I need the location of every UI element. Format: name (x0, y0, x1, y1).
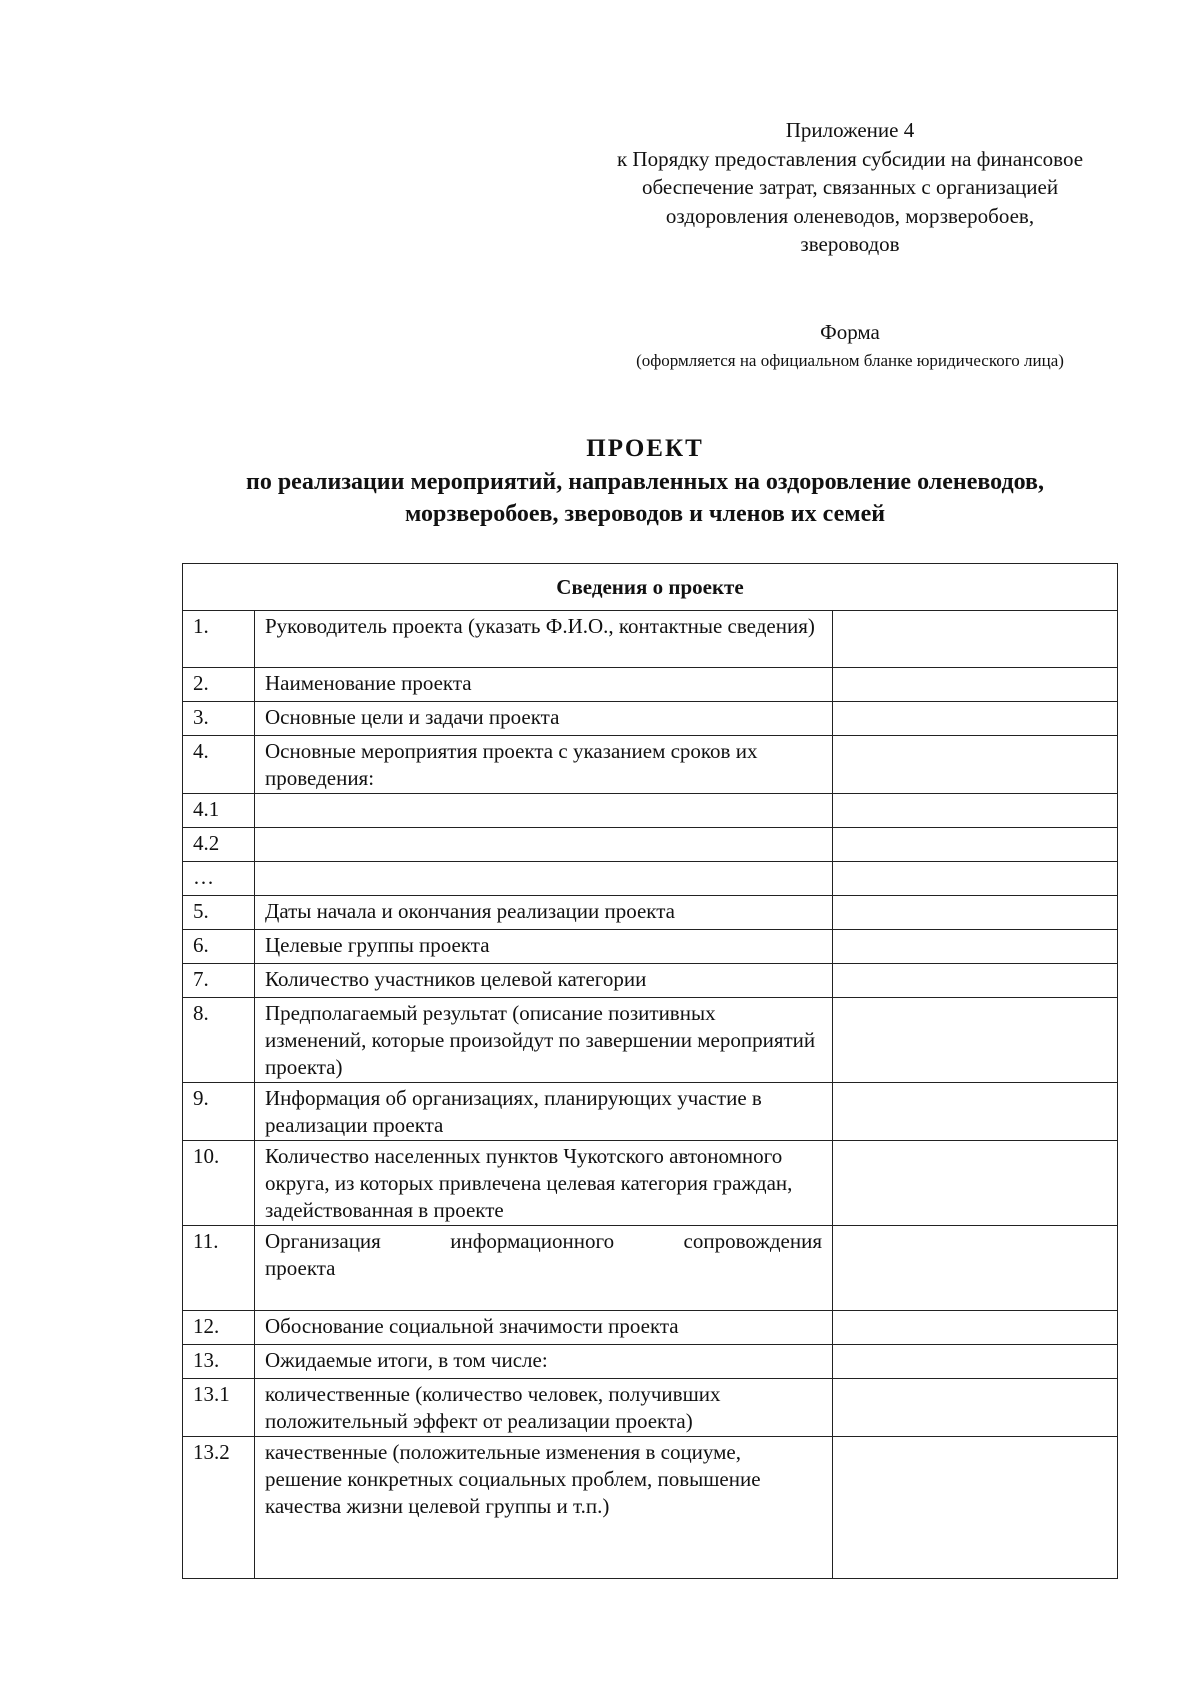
row-number: 5. (183, 896, 255, 930)
row-number: 12. (183, 1311, 255, 1345)
row-number: … (183, 862, 255, 896)
table-header-row (183, 564, 1118, 611)
row-description: качественные (положительные изменения в социуме, решение конкретных социальных проблем, повышение качества жизни целевой группы и т.п.) (255, 1437, 833, 1579)
row-description: Количество населенных пунктов Чукотского автономного округа, из которых привлечена целевая категория граждан, задействованная в проекте (255, 1141, 833, 1226)
appendix-line: Приложение 4 (785, 118, 915, 142)
table-row (183, 1141, 1118, 1226)
table-row (183, 964, 1118, 998)
table-row (183, 736, 1118, 794)
row-number: 1. (183, 611, 255, 668)
row-description: Наименование проекта (255, 668, 833, 702)
row-number: 10. (183, 1141, 255, 1226)
row-number: 4. (183, 736, 255, 794)
row-value-cell[interactable] (833, 896, 1118, 930)
row-number: 13.2 (183, 1437, 255, 1579)
table-row (183, 998, 1118, 1083)
table-row (183, 1311, 1118, 1345)
row-description[interactable] (255, 828, 833, 862)
row-description: Основные цели и задачи проекта (255, 702, 833, 736)
row-value-cell[interactable] (833, 668, 1118, 702)
table-row (183, 930, 1118, 964)
row-number: 3. (183, 702, 255, 736)
table-row (183, 1379, 1118, 1437)
row-value-cell[interactable] (833, 1226, 1118, 1311)
table-row (183, 1437, 1118, 1579)
row-description: Ожидаемые итоги, в том числе: (255, 1345, 833, 1379)
row-value-cell[interactable] (833, 862, 1118, 896)
row-value-cell[interactable] (833, 964, 1118, 998)
row-number: 7. (183, 964, 255, 998)
row-value-cell[interactable] (833, 1437, 1118, 1579)
row-value-cell[interactable] (833, 998, 1118, 1083)
appendix-line: обеспечение затрат, связанных с организацией (641, 175, 1059, 199)
table-row (183, 702, 1118, 736)
table-row (183, 668, 1118, 702)
table-row (183, 1226, 1118, 1311)
table-row (183, 862, 1118, 896)
document-subtitle-line: морзверобоев, звероводов и членов их семей (404, 501, 886, 527)
appendix-line: оздоровления оленеводов, морзверобоев, (665, 203, 1035, 228)
row-description (255, 1226, 833, 1311)
table-row (183, 828, 1118, 862)
row-description: Обоснование социальной значимости проекта (255, 1311, 833, 1345)
document-heading (100, 432, 1190, 530)
table-row (183, 1083, 1118, 1141)
row-number: 13. (183, 1345, 255, 1379)
row-number: 4.1 (183, 794, 255, 828)
table-row (183, 1345, 1118, 1379)
form-title: Форма (820, 320, 880, 344)
row-value-cell[interactable] (833, 1083, 1118, 1141)
row-value-cell[interactable] (833, 930, 1118, 964)
row-description: Основные мероприятия проекта с указанием сроков их проведения: (255, 736, 833, 794)
document-subtitle-line: по реализации мероприятий, направленных на оздоровление оленеводов, (246, 469, 1044, 495)
row-description-line: Организация информационного сопровождения (265, 1229, 822, 1253)
appendix-line: звероводов (800, 232, 900, 256)
row-value-cell[interactable] (833, 828, 1118, 862)
row-number: 11. (183, 1226, 255, 1311)
row-description: Целевые группы проекта (255, 930, 833, 964)
row-description: Количество участников целевой категории (255, 964, 833, 998)
row-number: 8. (183, 998, 255, 1083)
table-row (183, 896, 1118, 930)
row-value-cell[interactable] (833, 702, 1118, 736)
row-description: Даты начала и окончания реализации проекта (255, 896, 833, 930)
appendix-header (560, 116, 1140, 259)
table-header: Сведения о проекте (183, 564, 1118, 611)
form-label-block (560, 318, 1140, 372)
row-description: количественные (количество человек, получивших положительный эффект от реализации проекта) (255, 1379, 833, 1437)
appendix-line: к Порядку предоставления субсидии на финансовое (616, 146, 1084, 171)
form-note: (оформляется на официальном бланке юридического лица) (636, 351, 1064, 370)
row-number: 13.1 (183, 1379, 255, 1437)
row-description: Руководитель проекта (указать Ф.И.О., контактные сведения) (255, 611, 833, 668)
row-number: 4.2 (183, 828, 255, 862)
row-description: Предполагаемый результат (описание позитивных изменений, которые произойдут по завершении мероприятий проекта) (255, 998, 833, 1083)
row-number: 2. (183, 668, 255, 702)
row-description[interactable] (255, 862, 833, 896)
row-description-line: проекта (265, 1256, 336, 1280)
row-number: 9. (183, 1083, 255, 1141)
table-row (183, 794, 1118, 828)
table-row (183, 611, 1118, 668)
row-value-cell[interactable] (833, 611, 1118, 668)
document-title: ПРОЕКТ (586, 435, 704, 462)
row-number: 6. (183, 930, 255, 964)
row-description: Информация об организациях, планирующих участие в реализации проекта (255, 1083, 833, 1141)
project-info-table (182, 563, 1118, 1579)
row-value-cell[interactable] (833, 1311, 1118, 1345)
row-value-cell[interactable] (833, 736, 1118, 794)
row-value-cell[interactable] (833, 1379, 1118, 1437)
row-value-cell[interactable] (833, 1141, 1118, 1226)
row-description[interactable] (255, 794, 833, 828)
row-value-cell[interactable] (833, 1345, 1118, 1379)
row-value-cell[interactable] (833, 794, 1118, 828)
